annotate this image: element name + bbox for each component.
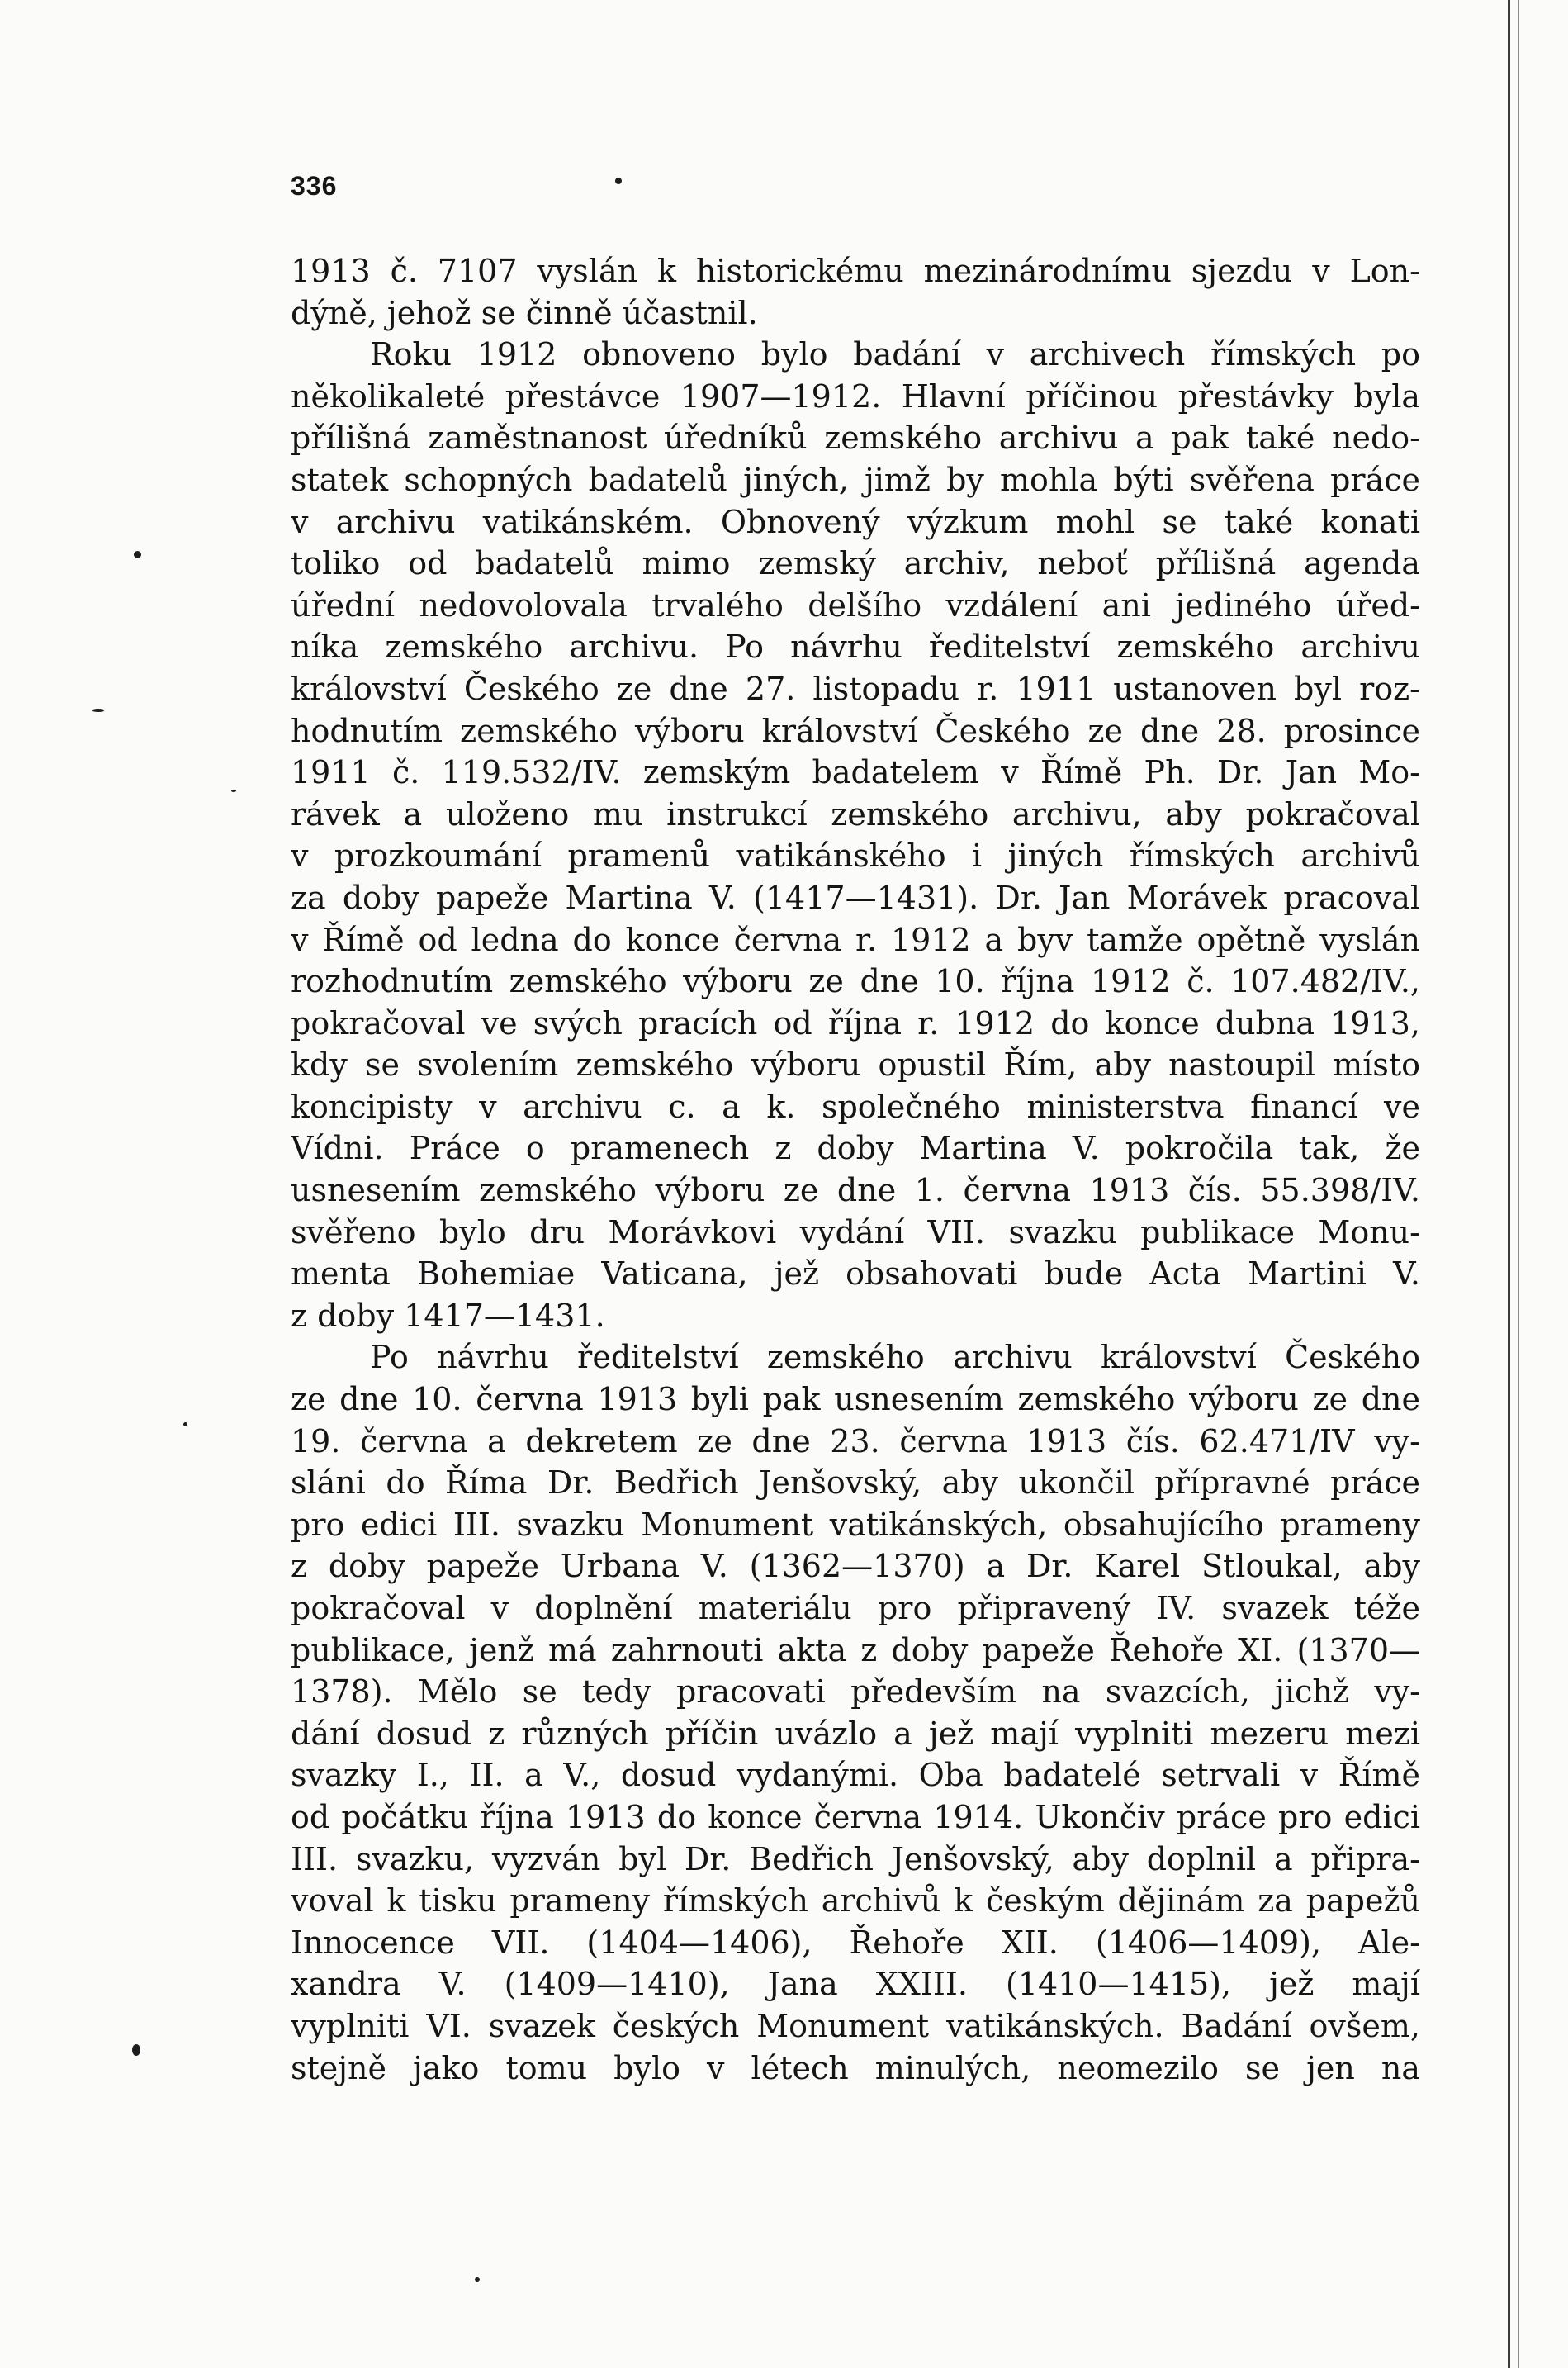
text-line: 1911 č. 119.532/IV. zemským badatelem v Římě Ph. Dr. Jan Mo- [291,754,1420,791]
text-line: dýně, jehož se činně účastnil. [291,294,758,331]
text-line: z doby papeže Urbana V. (1362—1370) a Dr. Karel Stloukal, aby [291,1548,1420,1585]
text-line: níka zemského archivu. Po návrhu ředitelství zemského archivu [291,629,1420,666]
body-text [291,250,1420,2089]
text-line: vyplniti VI. svazek českých Monument vatikánských. Badání ovšem, [291,2007,1420,2044]
text-line: stejně jako tomu bylo v létech minulých, neomezilo se jen na [291,2049,1420,2086]
text-line: xandra V. (1409—1410), Jana XXIII. (1410—1415), jež mají [291,1966,1420,2003]
text-line: toliko od badatelů mimo zemský archiv, neboť přílišná agenda [291,545,1420,582]
scan-edge-line [1508,0,1510,2368]
text-line: rávek a uloženo mu instrukcí zemského archivu, aby pokračoval [291,795,1420,833]
scan-speck [92,709,104,712]
text-line: přílišná zaměstnanost úředníků zemského archivu a pak také nedo- [291,420,1420,457]
text-line: menta Bohemiae Vaticana, jež obsahovati bude Acta Martini V. [291,1255,1420,1293]
scan-speck [183,1422,187,1426]
text-line: sláni do Říma Dr. Bedřich Jenšovský, aby ukončil přípravné práce [291,1464,1420,1502]
text-line: Innocence VII. (1404—1406), Řehoře XII. (1406—1409), Ale- [291,1924,1420,1961]
text-line: za doby papeže Martina V. (1417—1431). Dr. Jan Morávek pracoval [291,879,1420,916]
scan-speck [132,2044,140,2056]
text-line: dání dosud z různých příčin uvázlo a jež mají vyplniti mezeru mezi [291,1715,1420,1752]
text-line: svěřeno bylo dru Morávkovi vydání VII. svazku publikace Monu- [291,1213,1420,1250]
text-line: 19. června a dekretem ze dne 23. června 1913 čís. 62.471/IV vy- [291,1422,1420,1459]
scan-speck [475,2277,480,2282]
text-line: v prozkoumání pramenů vatikánského i jiných římských archivů [291,838,1420,875]
text-line: ze dne 10. června 1913 byli pak usnesením zemského výboru ze dne [291,1381,1420,1418]
text-line: v archivu vatikánském. Obnovený výzkum mohl se také konati [291,503,1420,540]
text-line: statek schopných badatelů jiných, jimž by mohla býti svěřena práce [291,461,1420,498]
text-line: koncipisty v archivu c. a k. společného ministerstva financí ve [291,1088,1420,1125]
text-line: úřední nedovolovala trvalého delšího vzdálení ani jediného úřed- [291,586,1420,624]
scan-speck [615,178,622,184]
text-line: království Českého ze dne 27. listopadu r. 1911 ustanoven byl roz- [291,670,1420,707]
text-line: svazky I., II. a V., dosud vydanými. Oba badatelé setrvali v Římě [291,1757,1420,1794]
text-line: 1913 č. 7107 vyslán k historickému mezinárodnímu sjezdu v Lon- [291,253,1420,289]
text-line: rozhodnutím zemského výboru ze dne 10. října 1912 č. 107.482/IV., [291,963,1420,1000]
text-line: kdy se svolením zemského výboru opustil Řím, aby nastoupil místo [291,1046,1420,1084]
text-line: publikace, jenž má zahrnouti akta z doby papeže Řehoře XI. (1370— [291,1631,1420,1668]
text-line: několikaleté přestávce 1907—1912. Hlavní příčinou přestávky byla [291,377,1420,415]
text-line: 1378). Mělo se tedy pracovati především na svazcích, jichž vy- [291,1673,1420,1711]
scan-speck [231,790,236,792]
text-line: z doby 1417—1431. [291,1297,605,1334]
text-line: hodnutím zemského výboru království Českého ze dne 28. prosince [291,712,1420,749]
text-line: Roku 1912 obnoveno bylo badání v archivech římských po [370,336,1420,373]
scan-edge-line [1518,0,1519,2368]
text-line: od počátku října 1913 do konce června 1914. Ukončiv práce pro edici [291,1798,1420,1835]
text-line: voval k tisku prameny římských archivů k českým dějinám za papežů [291,1882,1420,1920]
text-line: Vídni. Práce o pramenech z doby Martina V. pokročila tak, že [291,1130,1420,1167]
text-line: pro edici III. svazku Monument vatikánských, obsahujícího prameny [291,1506,1420,1543]
text-line: v Římě od ledna do konce června r. 1912 a byv tamže opětně vyslán [291,921,1420,958]
text-line: pokračoval v doplnění materiálu pro připravený IV. svazek téže [291,1590,1420,1626]
text-line: III. svazku, vyzván byl Dr. Bedřich Jenšovský, aby doplnil a připra- [291,1840,1420,1877]
text-line: usnesením zemského výboru ze dne 1. června 1913 čís. 55.398/IV. [291,1172,1420,1209]
text-line: Po návrhu ředitelství zemského archivu království Českého [370,1339,1420,1376]
text-line: pokračoval ve svých pracích od října r. 1912 do konce dubna 1913, [291,1004,1420,1042]
scan-speck [134,551,141,558]
page-number: 336 [291,171,338,201]
